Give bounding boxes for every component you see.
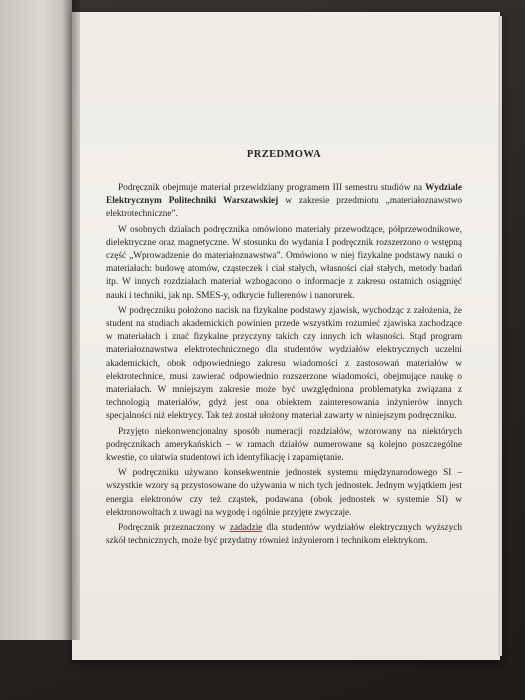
spine-shadow <box>62 0 80 640</box>
page-stack-edge <box>498 16 502 656</box>
paragraph-3: W podręczniku położono nacisk na fizykalne podstawy zjawisk, wychodząc z założenia, że student na studiach akademickich powinien przede wszystkim rozumieć zjawiska zachodzące w materiałach i znać fizykalne przyczyny takich czy innych ich własności. Stąd program materiałoznawstwa elektrotechnicznego dla studentów wydziałów elektrycznych uczelni akademickich, obok odpowiedniego zakresu wiadomości z zastosowań materiałów w elektrotechnice, musi zawierać odpowiednio rozszerzone wiadomości, obejmujące naukę o materiałach. W mniejszym zakresie może być uwzględniona problematyka związana z technologią materiałów, gdyż jest ona obiektem zainteresowania inżynierów innych specjalności niż elektrycy. Tak też został ułożony materiał zawarty w niniejszym podręczniku. <box>106 305 462 422</box>
page-content <box>106 148 462 550</box>
paragraph-4: Przyjęto niekonwencjonalny sposób numeracji rozdziałów, wzorowany na niektórych podręcznikach amerykańskich – w ramach działów numerowane są kolejno poszczególne kwestie, co ułatwia studentowi ich identyfikację i zapamiętanie. <box>106 426 462 464</box>
paragraph-5: W podręczniku używano konsekwentnie jednostek systemu międzynarodowego SI – wszystkie wzory są przystosowane do używania w nich tych jednostek. Jednym wyjątkiem jest energia elektronów czy też cząstek, podawana (obok jednostek w systemie SI) w elektronowoltach z uwagi na wygodę i ogólnie przyjęte zwyczaje. <box>106 468 462 518</box>
paragraph-6-part-1: Podręcznik przeznaczony w <box>118 523 230 534</box>
page-title: PRZEDMOWA <box>246 149 322 160</box>
faculty-name: Wydziale Elektrycznym Politechniki Warszawskiej <box>106 183 462 207</box>
paragraph-1 <box>106 182 462 222</box>
paragraph-2: W osobnych działach podręcznika omówiono materiały przewodzące, półprzewodnikowe, dielektryczne oraz magnetyczne. W stosunku do wydania I podręcznik rozszerzono o wstępną część „Wprowadzenie do materiałoznawstwa”. Omówiono w niej fizykalne podstawy nauki o materiałach: budowę atomów, cząsteczek i ciał stałych, własności ciał stałych, metody badań itp. W innych rozdziałach materiał wzbogacono o informacje z zakresu ostatnich osiągnięć nauki i techniki, jak np. SMES-y, odkrycie fullerenów i nanorurek. <box>106 224 462 301</box>
paragraph-1-part-3: w zakresie przedmiotu „materiałoznawstwo elektrotechniczne”. <box>106 196 462 220</box>
paragraph-6-part-3: dla studentów wydziałów elektrycznych wyższych szkół technicznych, może być przydatny również inżynierom i technikom elektrykom. <box>106 523 462 547</box>
paragraph-1-part-1: Podręcznik obejmuje materiał przewidziany programem III semestru studiów na <box>118 183 426 193</box>
underlined-word: zadadzie <box>229 523 263 534</box>
paragraph-6 <box>106 522 462 548</box>
